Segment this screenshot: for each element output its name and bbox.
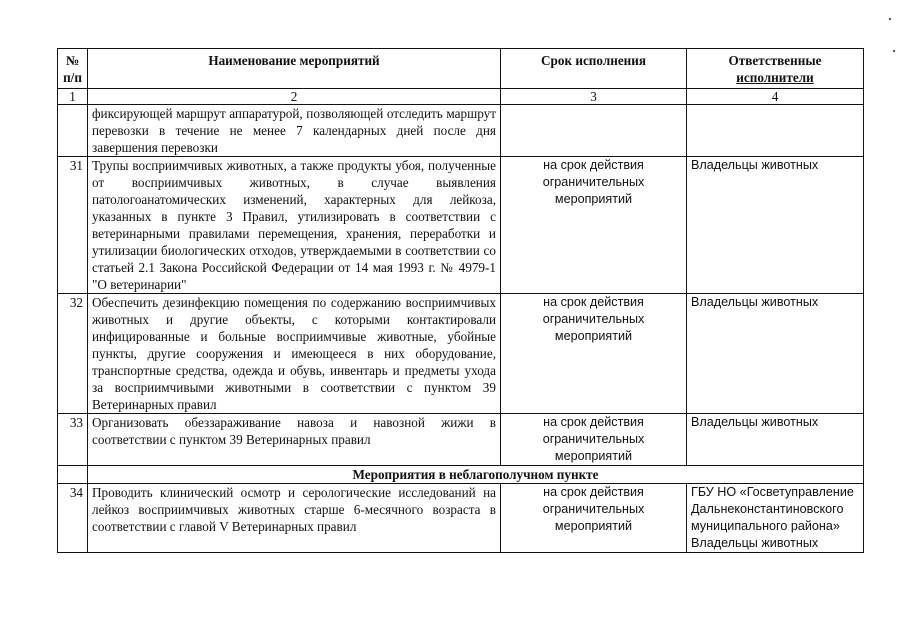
document-page — [57, 48, 864, 553]
row-number: 33 — [58, 414, 88, 466]
measure-text: Трупы восприимчивых животных, а также продукты убоя, полученные от восприимчивых животных, в случае выявления патологоанатомических изменений, характерных для лейкоза, указанных в пункте 3 Правил, утилизировать в соответствии с ветеринарными правилами перемещения, хранения, переработки и утилизации биологических отходов, утверждаемыми в соответствии со статьей 2.1 Закона Российской Федерации от 14 мая 1993 г. № 4979-1 "О ветеринарии" — [88, 157, 501, 294]
responsible-cell — [687, 105, 864, 157]
measure-text: фиксирующей маршрут аппаратурой, позволяющей отследить маршрут перевозки в течение не менее 7 календарных дней после дня завершения перевозки — [88, 105, 501, 157]
header-responsible-line2: исполнители — [736, 70, 814, 85]
row-number: 32 — [58, 294, 88, 414]
table-row — [58, 157, 864, 294]
header-responsible-line1: Ответственные — [728, 53, 822, 68]
responsible-cell: ГБУ НО «Госветуправление Дальнеконстантиновского муниципального района» Владельцы животных — [687, 484, 864, 553]
measures-table — [57, 48, 864, 553]
header-responsible — [687, 49, 864, 89]
section-title: Мероприятия в неблагополучном пункте — [88, 466, 864, 484]
term-cell: на срок действия ограничительных мероприятий — [501, 484, 687, 553]
table-row — [58, 414, 864, 466]
term-cell — [501, 105, 687, 157]
term-cell: на срок действия ограничительных мероприятий — [501, 414, 687, 466]
column-number: 4 — [687, 89, 864, 105]
responsible-cell: Владельцы животных — [687, 294, 864, 414]
row-number: 31 — [58, 157, 88, 294]
responsible-cell: Владельцы животных — [687, 157, 864, 294]
header-number: № п/п — [58, 49, 88, 89]
table-row — [58, 294, 864, 414]
table-row-continuation — [58, 105, 864, 157]
row-number — [58, 105, 88, 157]
measure-text: Организовать обеззараживание навоза и навозной жижи в соответствии с пунктом 39 Ветеринарных правил — [88, 414, 501, 466]
column-number: 3 — [501, 89, 687, 105]
measure-text: Проводить клинический осмотр и серологические исследований на лейкоз восприимчивых животных старше 6-месячного возраста в соответствии с главой V Ветеринарных правил — [88, 484, 501, 553]
column-number-row — [58, 89, 864, 105]
column-number: 1 — [58, 89, 88, 105]
header-term: Срок исполнения — [501, 49, 687, 89]
header-measures: Наименование мероприятий — [88, 49, 501, 89]
term-cell: на срок действия ограничительных мероприятий — [501, 157, 687, 294]
term-cell: на срок действия ограничительных мероприятий — [501, 294, 687, 414]
measure-text: Обеспечить дезинфекцию помещения по содержанию восприимчивых животных и другие объекты, с которыми контактировали инфицированные и больные восприимчивые животные, убойные пункты, другие сооружения и имеющееся в них оборудование, транспортные средства, одежда и обувь, инвентарь и предметы ухода за восприимчивыми животными в соответствии с пунктом 39 Ветеринарных правил — [88, 294, 501, 414]
section-row — [58, 466, 864, 484]
header-row — [58, 49, 864, 89]
row-number: 34 — [58, 484, 88, 553]
table-row — [58, 484, 864, 553]
scan-speck — [893, 50, 895, 52]
responsible-cell: Владельцы животных — [687, 414, 864, 466]
column-number: 2 — [88, 89, 501, 105]
scan-speck — [889, 18, 891, 20]
section-spacer — [58, 466, 88, 484]
